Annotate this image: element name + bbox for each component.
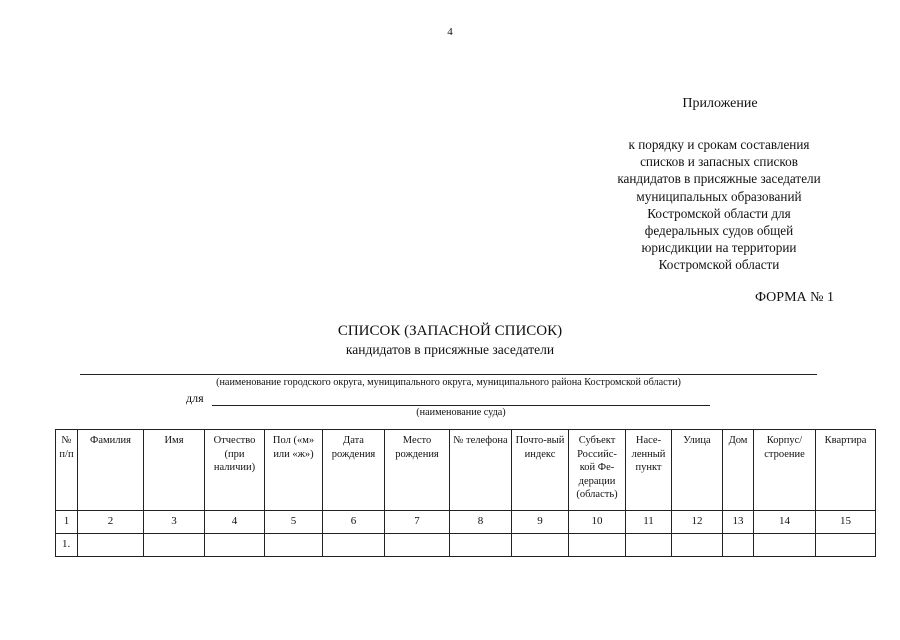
column-header: Место рождения [385,430,450,511]
appendix-line: юрисдикции на территории [641,240,797,256]
sex-cell[interactable] [265,534,323,557]
appendix-title: Приложение [682,96,758,111]
appendix-line: федеральных судов общей [644,223,794,239]
column-number: 5 [265,511,323,534]
row-index-cell: 1. [56,534,78,557]
candidates-table [55,429,876,557]
column-header: Дом [723,430,754,511]
column-number: 10 [569,511,626,534]
column-number: 9 [512,511,569,534]
column-header: Фамилия [78,430,144,511]
first-name-cell[interactable] [144,534,205,557]
column-number: 8 [450,511,512,534]
court-fill-line[interactable] [212,405,710,406]
column-header: № телефона [450,430,512,511]
appendix-line: списков и запасных списков [640,154,798,170]
column-header: № п/п [56,430,78,511]
patronymic-cell[interactable] [205,534,265,557]
column-number: 13 [723,511,754,534]
column-header: Дата рождения [323,430,385,511]
column-header: Отчество (при наличии) [205,430,265,511]
column-header: Почто-вый индекс [512,430,569,511]
document-subtitle: кандидатов в присяжные заседатели [345,342,555,357]
page-number: 4 [447,26,453,38]
appendix-text [596,136,842,274]
region-cell[interactable] [569,534,626,557]
appendix-line: Костромской области [658,257,780,273]
phone-cell[interactable] [450,534,512,557]
table-header-row [56,430,876,511]
column-header: Субъект Российс-кой Фе-дерации (область) [569,430,626,511]
column-number-row [56,511,876,534]
postal-code-cell[interactable] [512,534,569,557]
birth-date-cell[interactable] [323,534,385,557]
house-cell[interactable] [723,534,754,557]
column-number: 14 [754,511,816,534]
column-header: Квартира [816,430,876,511]
column-number: 12 [672,511,723,534]
column-header: Пол («м» или «ж») [265,430,323,511]
appendix-line: кандидатов в присяжные заседатели [617,171,821,187]
column-number: 6 [323,511,385,534]
building-cell[interactable] [754,534,816,557]
form-number: ФОРМА № 1 [754,290,834,305]
column-header: Улица [672,430,723,511]
appendix-line: Костромской области для [647,205,791,221]
column-header: Корпус/ строение [754,430,816,511]
table-row [56,534,876,557]
municipality-fill-line[interactable] [80,374,817,375]
column-number: 11 [626,511,672,534]
column-number: 15 [816,511,876,534]
document-title: СПИСОК (ЗАПАСНОЙ СПИСОК) [337,323,563,339]
birth-place-cell[interactable] [385,534,450,557]
for-label: для [186,391,204,405]
column-number: 2 [78,511,144,534]
municipality-caption: (наименование городского округа, муниципального округа, муниципального района Костромской области) [216,377,681,388]
locality-cell[interactable] [626,534,672,557]
column-number: 7 [385,511,450,534]
appendix-line: муниципальных образований [636,188,802,204]
column-number: 3 [144,511,205,534]
column-number: 4 [205,511,265,534]
appendix-line: к порядку и срокам составления [628,137,810,152]
surname-cell[interactable] [78,534,144,557]
column-header: Насе-ленный пункт [626,430,672,511]
column-header: Имя [144,430,205,511]
apartment-cell[interactable] [816,534,876,557]
street-cell[interactable] [672,534,723,557]
column-number: 1 [56,511,78,534]
court-caption: (наименование суда) [416,407,506,418]
